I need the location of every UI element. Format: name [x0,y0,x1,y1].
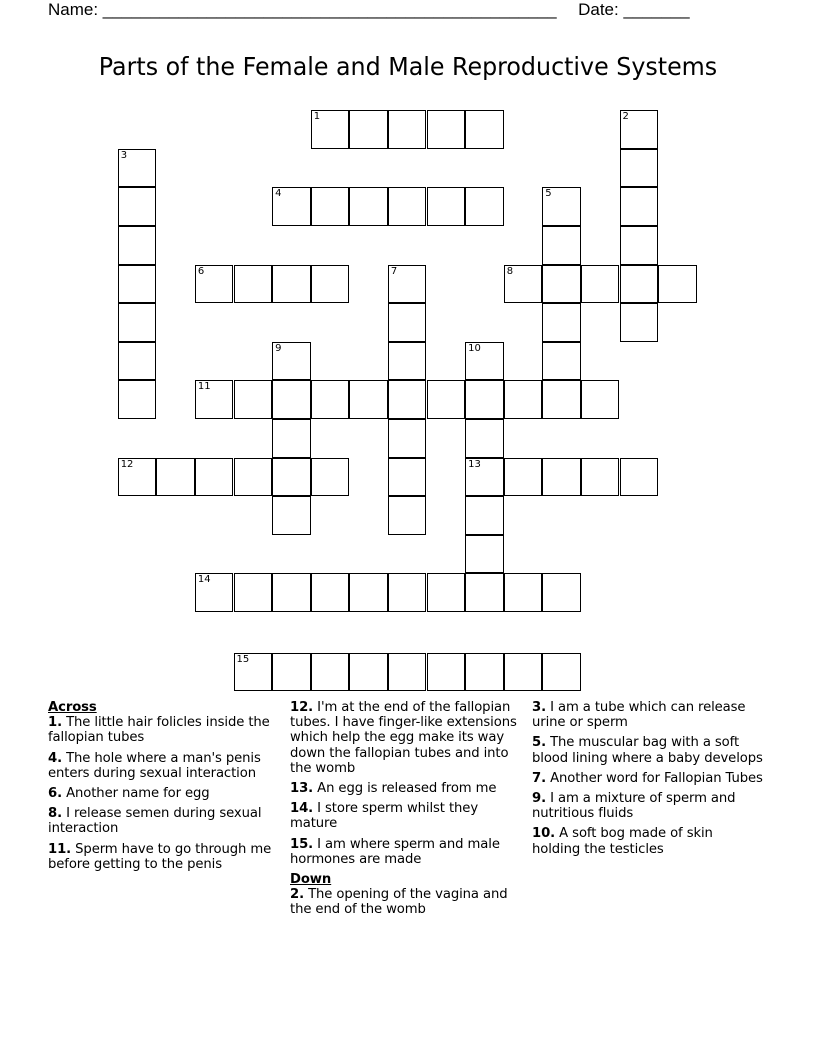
grid-cell[interactable] [311,380,350,419]
clue-number: 10 [468,342,481,354]
grid-cell[interactable] [542,573,581,612]
grid-cell[interactable] [272,458,311,497]
grid-cell[interactable] [118,342,157,381]
grid-cell[interactable] [272,496,311,535]
clue-across-6: 6. Another name for egg [48,786,210,802]
clue-down-2: 2. The opening of the vagina and the end of the womb [290,887,508,918]
grid-cell[interactable] [349,380,388,419]
grid-cell[interactable] [272,187,311,226]
grid-cell[interactable] [388,573,427,612]
clue-number: 6 [197,265,205,277]
grid-cell[interactable] [234,573,273,612]
grid-cell[interactable] [620,149,659,188]
grid-cell[interactable] [388,265,427,304]
grid-cell[interactable] [658,265,697,304]
grid-cell[interactable] [118,458,157,497]
grid-cell[interactable] [427,380,466,419]
grid-cell[interactable] [118,149,157,188]
grid-cell[interactable] [311,573,350,612]
clue-down-7: 7. Another word for Fallopian Tubes [532,770,763,786]
grid-cell[interactable] [234,265,273,304]
clue-across-14: 14. I store sperm whilst they mature [290,801,479,832]
clue-across-1: 1. The little hair folicles inside the fallopian tubes [48,715,270,746]
clue-number: 7 [390,265,398,277]
grid-cell[interactable] [620,187,659,226]
clue-down-5: 5. The muscular bag with a soft blood lining where a baby develops [532,735,763,766]
grid-cell[interactable] [388,110,427,149]
grid-cell[interactable] [234,380,273,419]
clue-across-15: 15. I am where sperm and male hormones are made [290,836,500,867]
grid-cell[interactable] [427,653,466,692]
grid-cell[interactable] [118,303,157,342]
grid-cell[interactable] [504,653,543,692]
grid-cell[interactable] [388,496,427,535]
grid-cell[interactable] [465,573,504,612]
grid-cell[interactable] [504,573,543,612]
grid-cell[interactable] [195,265,234,304]
grid-cell[interactable] [465,535,504,574]
grid-cell[interactable] [542,265,581,304]
grid-cell[interactable] [349,653,388,692]
clue-number: 15 [236,653,250,665]
grid-cell[interactable] [118,380,157,419]
clue-number: 1 [313,111,321,123]
grid-cell[interactable] [195,458,234,497]
grid-cell[interactable] [465,653,504,692]
grid-cell[interactable] [465,496,504,535]
name-label: Name: [48,0,103,19]
grid-cell[interactable] [349,573,388,612]
clue-number: 3 [120,149,128,161]
grid-cell[interactable] [542,458,581,497]
grid-cell[interactable] [620,265,659,304]
grid-cell[interactable] [581,458,620,497]
clue-number: 11 [197,381,211,393]
grid-cell[interactable] [195,380,234,419]
grid-cell[interactable] [388,342,427,381]
grid-cell[interactable] [311,110,350,149]
name-blank[interactable]: ________________________________________________ [102,0,557,19]
grid-cell[interactable] [620,110,659,149]
grid-cell[interactable] [234,653,273,692]
grid-cell[interactable] [465,342,504,381]
grid-cell[interactable] [542,380,581,419]
clue-across-8: 8. I release semen during sexual interaction [48,806,262,837]
grid-cell[interactable] [581,380,620,419]
grid-cell[interactable] [388,380,427,419]
grid-cell[interactable] [349,110,388,149]
date-label: Date: [578,0,624,19]
grid-cell[interactable] [272,653,311,692]
clue-number: 2 [622,111,629,123]
clue-number: 9 [275,342,282,354]
grid-cell[interactable] [542,187,581,226]
grid-cell[interactable] [272,380,311,419]
grid-cell[interactable] [542,342,581,381]
grid-cell[interactable] [427,110,466,149]
clue-number: 12 [120,458,134,470]
grid-cell[interactable] [311,653,350,692]
grid-cell[interactable] [465,419,504,458]
grid-cell[interactable] [349,187,388,226]
grid-cell[interactable] [118,265,157,304]
grid-cell[interactable] [156,458,195,497]
grid-cell[interactable] [388,458,427,497]
grid-cell[interactable] [581,265,620,304]
grid-cell[interactable] [542,653,581,692]
grid-cell[interactable] [272,342,311,381]
date-blank[interactable]: _______ [623,0,690,19]
grid-cell[interactable] [272,419,311,458]
grid-cell[interactable] [465,380,504,419]
grid-cell[interactable] [542,303,581,342]
clue-number: 13 [468,458,481,470]
clue-across-4: 4. The hole where a man's penis enters during sexual interaction [48,750,261,781]
grid-cell[interactable] [620,458,659,497]
clue-number: 4 [275,188,282,200]
grid-cell[interactable] [272,573,311,612]
grid-cell[interactable] [195,573,234,612]
grid-cell[interactable] [504,458,543,497]
clue-across-13: 13. An egg is released from me [290,781,497,797]
clue-down-3: 3. I am a tube which can release urine or sperm [532,700,746,731]
grid-cell[interactable] [465,458,504,497]
grid-cell[interactable] [272,265,311,304]
clue-number: 14 [197,574,211,586]
grid-cell[interactable] [427,573,466,612]
grid-cell[interactable] [542,226,581,265]
grid-cell[interactable] [311,458,350,497]
clue-down-10: 10. A soft bog made of skin holding the testicles [532,826,713,857]
page-title: Parts of the Female and Male Reproductive Systems [98,52,718,81]
grid-cell[interactable] [118,226,157,265]
grid-cell[interactable] [311,265,350,304]
grid-cell[interactable] [504,265,543,304]
across-heading: Across [48,700,97,715]
clue-across-11: 11. Sperm have to go through me before getting to the penis [48,841,272,872]
grid-cell[interactable] [427,187,466,226]
clues-column-2 [290,700,522,923]
clues-column-3 [532,700,764,862]
grid-cell[interactable] [388,303,427,342]
clue-across-12: 12. I'm at the end of the fallopian tubes. I have finger-like extensions which help the egg make its way down the fallopian tubes and into the womb [290,700,517,776]
clue-number: 5 [545,188,552,200]
grid-cell[interactable] [234,458,273,497]
grid-cell[interactable] [465,110,504,149]
grid-cell[interactable] [620,226,659,265]
grid-cell[interactable] [620,303,659,342]
grid-cell[interactable] [388,419,427,458]
grid-cell[interactable] [388,653,427,692]
clue-number: 8 [506,265,514,277]
clues-column-1 [48,700,280,877]
grid-cell[interactable] [465,187,504,226]
clue-down-9: 9. I am a mixture of sperm and nutritious fluids [532,791,736,822]
down-heading: Down [290,872,332,888]
grid-cell[interactable] [388,187,427,226]
grid-cell[interactable] [504,380,543,419]
grid-cell[interactable] [118,187,157,226]
grid-cell[interactable] [311,187,350,226]
